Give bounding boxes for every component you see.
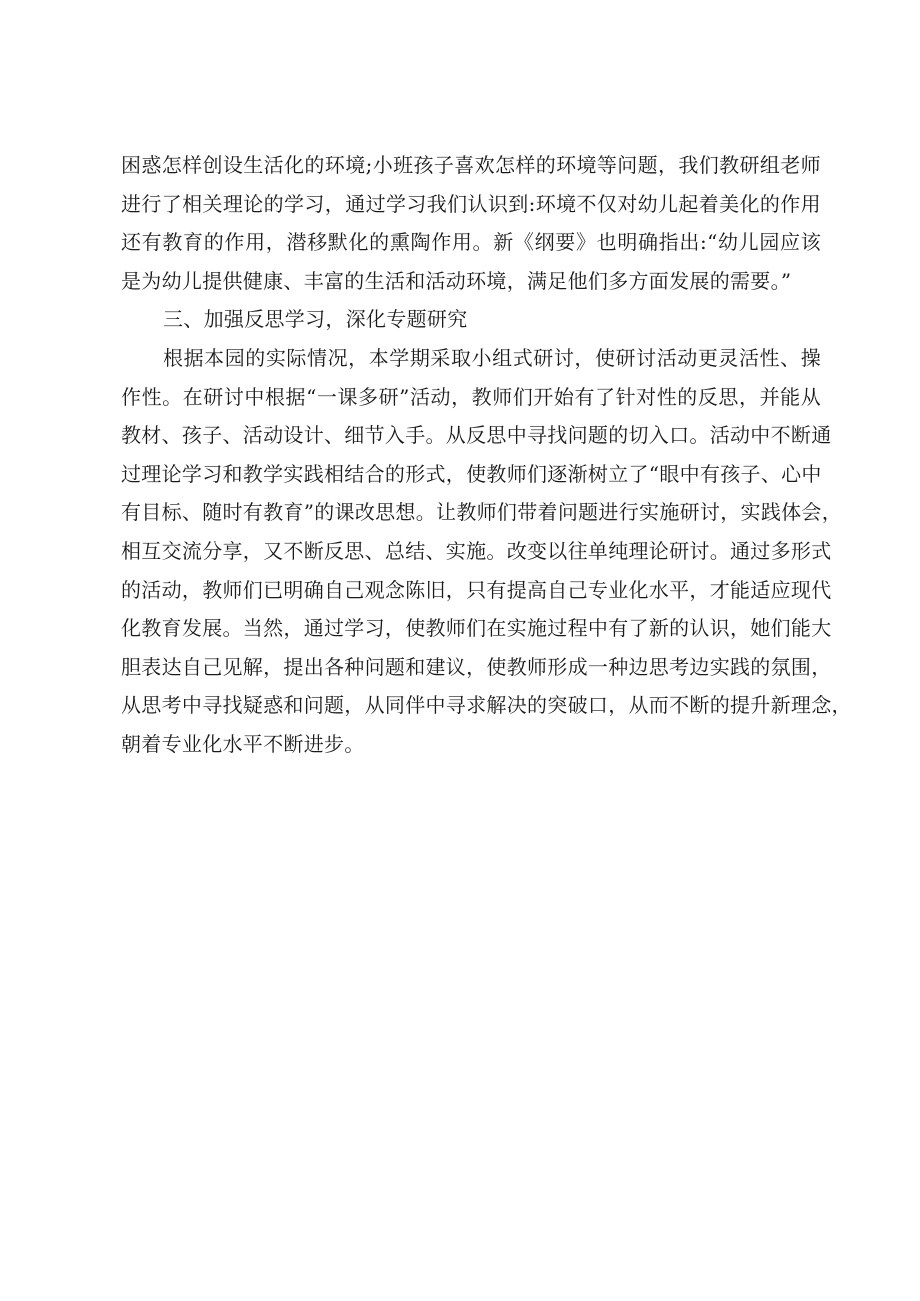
text-line: 朝着专业化水平不断进步。 — [121, 731, 365, 756]
text-line: 有目标、随时有教育”的课改思想。让教师们带着问题进行实施研讨，实践体会， — [121, 500, 843, 525]
text-line: 还有教育的作用，潜移默化的熏陶作用。新《纲要》也明确指出:“幼儿园应该 — [121, 230, 821, 255]
text-line: 是为幼儿提供健康、丰富的生活和活动环境，满足他们多方面发展的需要。” — [121, 268, 792, 293]
text-line: 进行了相关理论的学习，通过学习我们认识到:环境不仅对幼儿起着美化的作用 — [121, 191, 821, 216]
document-body — [121, 146, 852, 764]
text-line: 的活动，教师们已明确自己观念陈旧，只有提高自己专业化水平，才能适应现代 — [121, 577, 832, 602]
text-line: 化教育发展。当然，通过学习，使教师们在实施过程中有了新的认识，她们能大 — [121, 616, 832, 641]
heading-text: 三、加强反思学习，深化专题研究 — [163, 307, 468, 332]
section-heading — [121, 300, 821, 339]
text-line: 根据本园的实际情况，本学期采取小组式研讨，使研讨活动更灵活性、操 — [163, 345, 821, 370]
text-line: 从思考中寻找疑惑和问题，从同伴中寻求解决的突破口，从而不断的提升新理念， — [121, 693, 852, 718]
text-line: 教材、孩子、活动设计、细节入手。从反思中寻找问题的切入口。活动中不断通 — [121, 423, 832, 448]
text-line: 胆表达自己见解，提出各种问题和建议，使教师形成一种边思考边实践的氛围， — [121, 654, 832, 679]
text-line: 作性。在研讨中根据“一课多研”活动，教师们开始有了针对性的反思，并能从 — [121, 384, 821, 409]
text-line: 过理论学习和教学实践相结合的形式，使教师们逐渐树立了“眼中有孩子、心中 — [121, 461, 822, 486]
text-line: 相互交流分享，又不断反思、总结、实施。改变以往单纯理论研讨。通过多形式 — [121, 538, 832, 563]
paragraph-reflection — [121, 339, 852, 764]
paragraph-environment — [121, 146, 821, 300]
text-line: 困惑怎样创设生活化的环境;小班孩子喜欢怎样的环境等问题，我们教研组老师 — [121, 153, 821, 177]
